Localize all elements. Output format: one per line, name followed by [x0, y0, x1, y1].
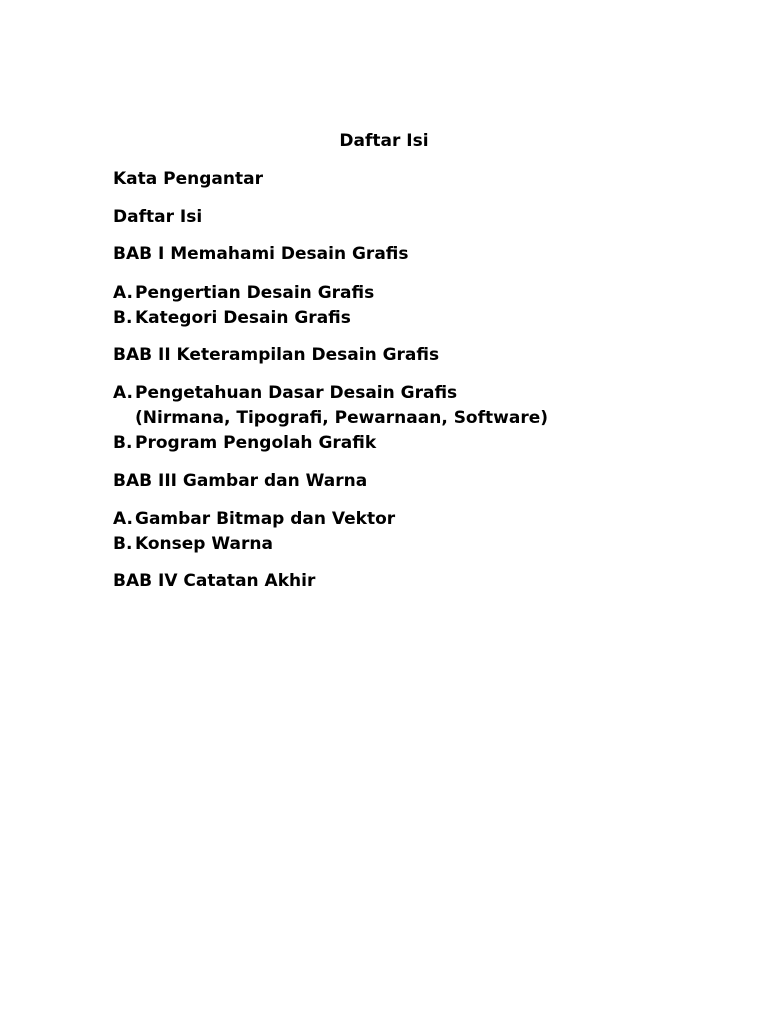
list-marker: B. — [113, 308, 133, 328]
toc-subentry-label: Pengertian Desain Grafis — [135, 283, 375, 303]
toc-subentry-label: Konsep Warna — [135, 534, 273, 554]
toc-chapter-bab-4: BAB IV Catatan Akhir — [113, 571, 316, 591]
toc-subentry-label: Program Pengolah Grafik — [135, 433, 377, 453]
toc-chapter-bab-3: BAB III Gambar dan Warna — [113, 471, 368, 491]
list-marker: B. — [113, 433, 133, 453]
page-title: Daftar Isi — [339, 131, 429, 151]
list-marker: A. — [113, 283, 133, 303]
toc-chapter-bab-2: BAB II Keterampilan Desain Grafis — [113, 345, 440, 365]
toc-subentry-label: Kategori Desain Grafis — [135, 308, 351, 328]
toc-subentry-label: Pengetahuan Dasar Desain Grafis — [135, 383, 458, 403]
list-marker: B. — [113, 534, 133, 554]
toc-subentry-label: Gambar Bitmap dan Vektor — [135, 509, 396, 529]
toc-subentry-note: (Nirmana, Tipografi, Pewarnaan, Software) — [135, 408, 548, 428]
toc-subentry — [113, 307, 351, 329]
toc-subentry — [113, 533, 273, 555]
toc-entry-daftar-isi: Daftar Isi — [113, 207, 203, 227]
list-marker: A. — [113, 509, 133, 529]
toc-subentry — [113, 382, 457, 404]
toc-chapter-bab-1: BAB I Memahami Desain Grafis — [113, 244, 409, 264]
toc-subentry — [113, 282, 374, 304]
toc-subentry — [113, 508, 395, 530]
toc-entry-kata-pengantar: Kata Pengantar — [113, 169, 263, 189]
list-marker: A. — [113, 383, 133, 403]
toc-subentry — [113, 432, 376, 454]
